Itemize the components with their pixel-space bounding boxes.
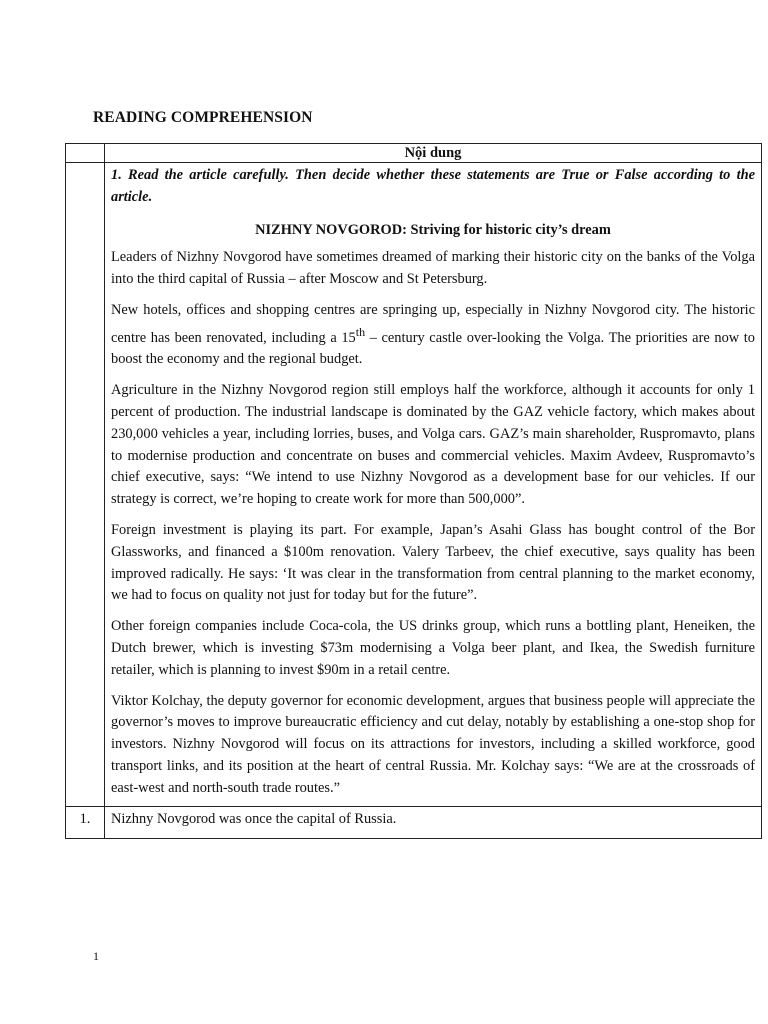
page-number: 1 [93,949,99,963]
statement-number: 1. [66,806,105,838]
statement-row [66,806,762,838]
article-paragraph-6: Viktor Kolchay, the deputy governor for economic development, argues that business people will appreciate the governor’s moves to improve bureaucratic efficiency and cut delay, notably by establishing a one-stop shop for investors. Nizhny Novgorod will focus on its attractions for investors, including a skilled workforce, good transport links, and its position at the heart of central Russia. Mr. Kolchay says: “We are at the crossroads of east-west and north-south trade routes.” [111,692,755,796]
article-row [66,163,762,807]
article-paragraph-3: Agriculture in the Nizhny Novgorod region still employs half the workforce, although it accounts for only 1 percent of production. The industrial landscape is dominated by the GAZ vehicle factory, which makes about 230,000 vehicles a year, including lorries, buses, and Volga cars. GAZ’s main shareholder, Ruspromavto, plans to modernise production and concentrate on buses and commercial vehicles. Maxim Avdeev, Ruspromavto’s chief executive, says: “We intend to use Nizhny Novgorod as a development base for our vehicles. If our strategy is correct, we’re hoping to create work for more than 500,000”. [111,382,755,508]
header-cell: Nội dung [105,144,762,163]
article-paragraph-5: Other foreign companies include Coca-cola, the US drinks group, which runs a bottling plant, Heneiken, the Dutch brewer, which is investing $73m modernising a Volga beer plant, and Ikea, the Swedish furniture retailer, which is planning to invest $90m in a retail centre. [111,618,755,678]
content-table [65,143,762,839]
article-cell [105,163,762,807]
paragraph-2-text-end: – century castle over-looking the Volga. The priorities are now to boost the economy and the regional budget. [111,329,755,368]
article-number-cell [66,163,105,807]
table-header-row [66,144,762,163]
header-empty-cell [66,144,105,163]
article-paragraph-2 [111,300,755,371]
superscript-th: th [355,324,366,339]
article-title: NIZHNY NOVGOROD: Striving for historic city’s dream [255,221,611,238]
article-paragraph-1: Leaders of Nizhny Novgorod have sometimes dreamed of marking their historic city on the banks of the Volga into the third capital of Russia – after Moscow and St Petersburg. [111,249,755,288]
statement-text: Nizhny Novgorod was once the capital of Russia. [105,806,762,838]
instruction-text: 1. Read the article carefully. Then decide whether these statements are True or False according to the article. [111,167,755,205]
paragraph-2-text-start: New hotels, offices and shopping centres are springing up, especially in Nizhny Novgorod city. The historic centre has been renovated, including a 15 [111,301,755,346]
article-paragraph-4: Foreign investment is playing its part. For example, Japan’s Asahi Glass has bought control of the Bor Glassworks, and financed a $100m renovation. Valery Tarbeev, the chief executive, says quality has been improved radically. He says: ‘It was clear in the transformation from central planning to the market economy, we had to focus on quality not just for today but for the future”. [111,521,755,604]
page-heading: READING COMPREHENSION [93,109,313,126]
